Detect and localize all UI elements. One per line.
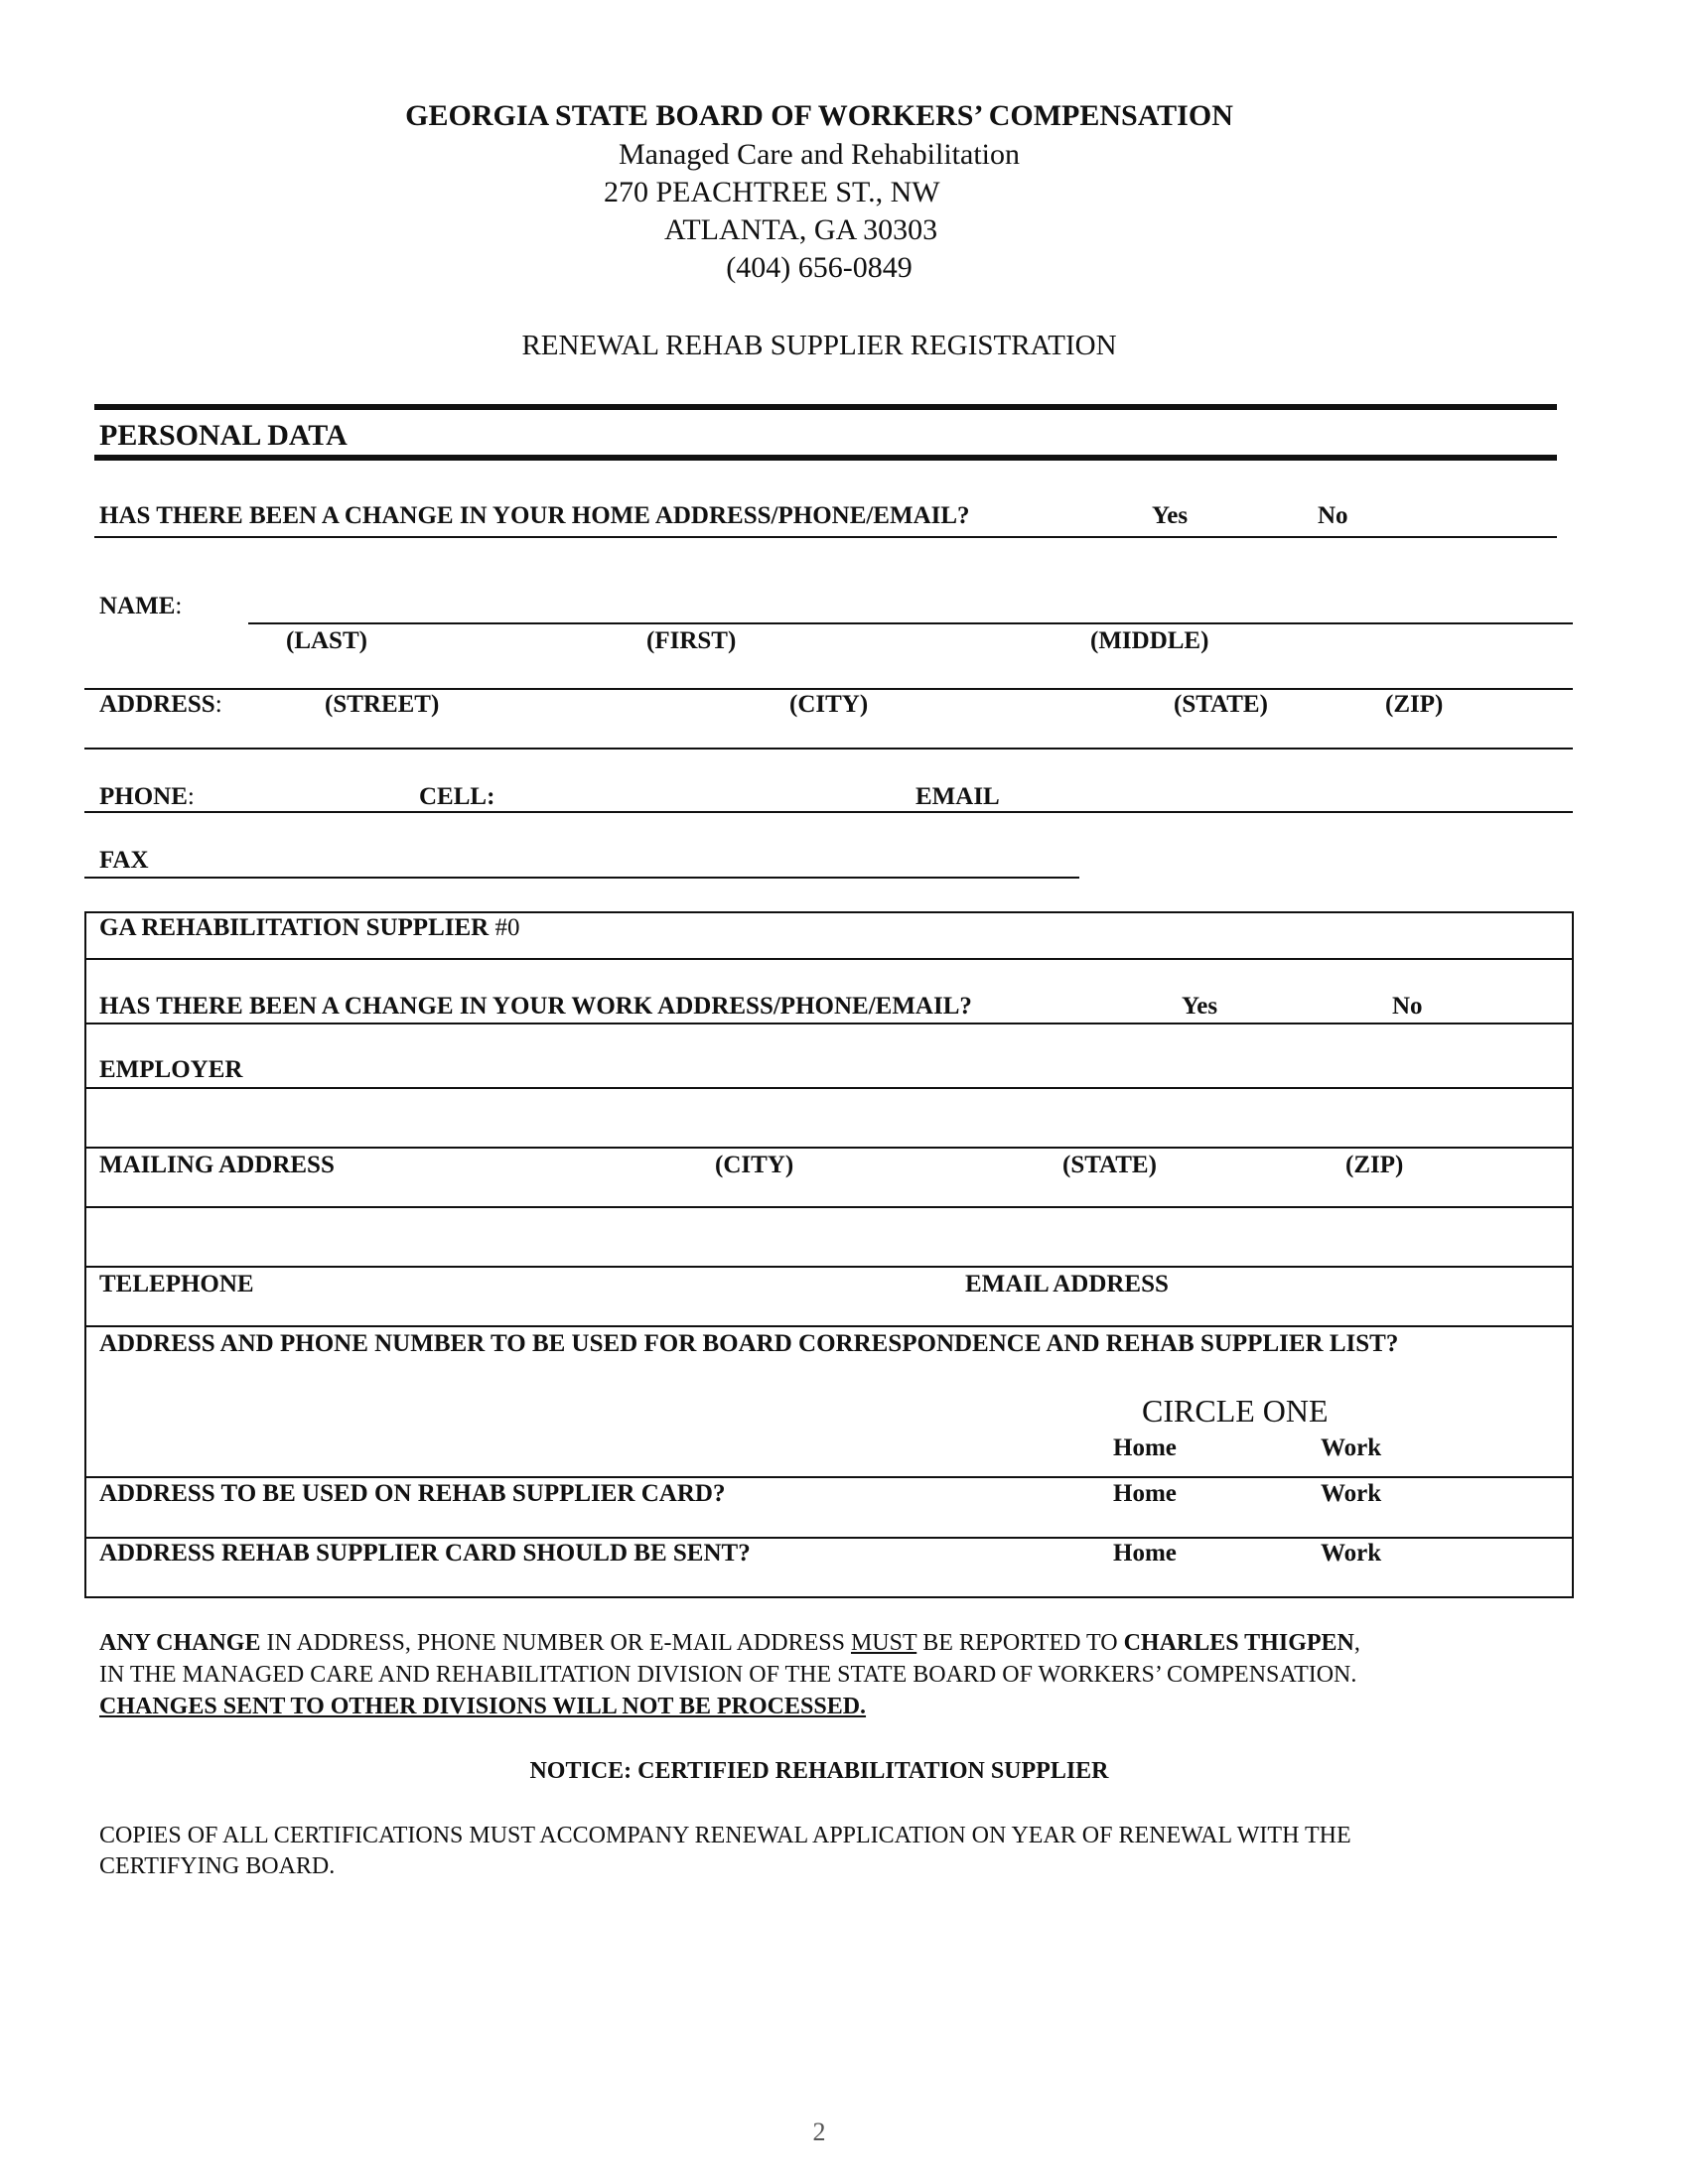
address-label-text: ADDRESS xyxy=(99,691,215,718)
copies-notice-line1: COPIES OF ALL CERTIFICATIONS MUST ACCOMPANY RENEWAL APPLICATION ON YEAR OF RENEWAL WITH THE xyxy=(99,1823,1351,1848)
notice-text-3: , xyxy=(1353,1630,1360,1656)
work-change-yes[interactable]: Yes xyxy=(1182,993,1218,1020)
card-sent-question: ADDRESS REHAB SUPPLIER CARD SHOULD BE SENT? xyxy=(99,1540,751,1567)
mailing-address-label: MAILING ADDRESS xyxy=(99,1152,335,1178)
phone-label xyxy=(99,783,195,811)
must-text: MUST xyxy=(850,1630,917,1656)
fax-input-line[interactable] xyxy=(84,877,1079,879)
address-input-line[interactable] xyxy=(84,748,1573,750)
home-change-question: HAS THERE BEEN A CHANGE IN YOUR HOME ADDRESS/PHONE/EMAIL? xyxy=(99,502,970,529)
personal-section-title: PERSONAL DATA xyxy=(99,419,348,452)
divider xyxy=(84,1537,1574,1539)
mailing-state-label: (STATE) xyxy=(1062,1152,1157,1178)
name-input-line[interactable] xyxy=(248,622,1573,624)
section-rule-bottom xyxy=(94,455,1557,461)
name-middle-label: (MIDDLE) xyxy=(1090,627,1209,654)
circle-one-label: CIRCLE ONE xyxy=(1142,1393,1329,1429)
contact-name: CHARLES THIGPEN xyxy=(1123,1630,1354,1656)
work-change-question: HAS THERE BEEN A CHANGE IN YOUR WORK ADDRESS/PHONE/EMAIL? xyxy=(99,993,972,1020)
mailing-city-label: (CITY) xyxy=(715,1152,794,1178)
telephone-input-line[interactable] xyxy=(84,1325,1574,1327)
any-change-text: ANY CHANGE xyxy=(99,1630,261,1656)
name-label xyxy=(99,593,182,620)
cell-label: CELL: xyxy=(419,783,495,810)
section-rule-top xyxy=(94,404,1557,410)
card-address-question: ADDRESS TO BE USED ON REHAB SUPPLIER CARD? xyxy=(99,1480,726,1507)
name-first-label: (FIRST) xyxy=(646,627,737,654)
page-number: 2 xyxy=(812,2117,826,2146)
change-notice-warning: CHANGES SENT TO OTHER DIVISIONS WILL NOT BE PROCESSED. xyxy=(99,1694,867,1719)
card-sent-home-option[interactable]: Home xyxy=(1113,1540,1177,1567)
notice-text-2: BE REPORTED TO xyxy=(916,1630,1124,1656)
correspondence-home-option[interactable]: Home xyxy=(1113,1434,1177,1461)
supplier-number-value: #0 xyxy=(494,914,520,941)
notice-text-1: IN ADDRESS, PHONE NUMBER OR E-MAIL ADDRESS xyxy=(260,1630,851,1656)
header-street: 270 PEACHTREE ST., NW xyxy=(604,176,940,208)
divider xyxy=(84,688,1573,690)
address-state-label: (STATE) xyxy=(1174,691,1268,718)
email-label: EMAIL xyxy=(915,783,1000,810)
card-sent-work-option[interactable]: Work xyxy=(1321,1540,1382,1567)
card-address-work-option[interactable]: Work xyxy=(1321,1480,1382,1507)
mailing-input-line[interactable] xyxy=(84,1206,1574,1208)
certified-notice-title: NOTICE: CERTIFIED REHABILITATION SUPPLIER xyxy=(529,1758,1109,1784)
phone-label-text: PHONE xyxy=(99,783,188,810)
address-city-label: (CITY) xyxy=(789,691,869,718)
address-label-colon: : xyxy=(214,691,222,718)
header-phone: (404) 656-0849 xyxy=(726,251,913,284)
work-change-no[interactable]: No xyxy=(1392,993,1423,1020)
divider xyxy=(84,1476,1574,1478)
division-name: Managed Care and Rehabilitation xyxy=(618,138,1021,171)
address-street-label: (STREET) xyxy=(325,691,440,718)
copies-notice-line2: CERTIFYING BOARD. xyxy=(99,1853,336,1879)
employer-label: EMPLOYER xyxy=(99,1056,243,1083)
card-address-home-option[interactable]: Home xyxy=(1113,1480,1177,1507)
change-notice-line2: IN THE MANAGED CARE AND REHABILITATION DIVISION OF THE STATE BOARD OF WORKERS’ COMPENSATION. xyxy=(99,1662,1357,1688)
org-title: GEORGIA STATE BOARD OF WORKERS’ COMPENSATION xyxy=(405,99,1233,132)
name-last-label: (LAST) xyxy=(286,627,367,654)
divider xyxy=(94,536,1557,538)
supplier-number-label: GA REHABILITATION SUPPLIER xyxy=(99,914,490,941)
form-title: RENEWAL REHAB SUPPLIER REGISTRATION xyxy=(521,330,1117,361)
header-city: ATLANTA, GA 30303 xyxy=(664,213,938,246)
address-label xyxy=(99,691,222,719)
employer-input-line[interactable] xyxy=(84,1087,1574,1089)
email-address-label: EMAIL ADDRESS xyxy=(965,1271,1169,1297)
divider xyxy=(84,1147,1574,1149)
supplier-number-field xyxy=(99,914,519,942)
mailing-zip-label: (ZIP) xyxy=(1345,1152,1404,1178)
change-notice-line1 xyxy=(99,1630,1360,1657)
address-zip-label: (ZIP) xyxy=(1385,691,1444,718)
phone-input-line[interactable] xyxy=(84,811,1573,813)
correspondence-question: ADDRESS AND PHONE NUMBER TO BE USED FOR BOARD CORRESPONDENCE AND REHAB SUPPLIER LIST? xyxy=(99,1330,1399,1357)
name-label-text: NAME xyxy=(99,593,176,619)
fax-label: FAX xyxy=(99,847,149,874)
home-change-no[interactable]: No xyxy=(1318,502,1348,529)
divider xyxy=(84,1266,1574,1268)
phone-label-colon: : xyxy=(187,783,195,810)
telephone-label: TELEPHONE xyxy=(99,1271,254,1297)
home-change-yes[interactable]: Yes xyxy=(1152,502,1189,529)
divider xyxy=(84,1023,1574,1024)
name-label-colon: : xyxy=(175,593,183,619)
correspondence-work-option[interactable]: Work xyxy=(1321,1434,1382,1461)
divider xyxy=(84,958,1574,960)
